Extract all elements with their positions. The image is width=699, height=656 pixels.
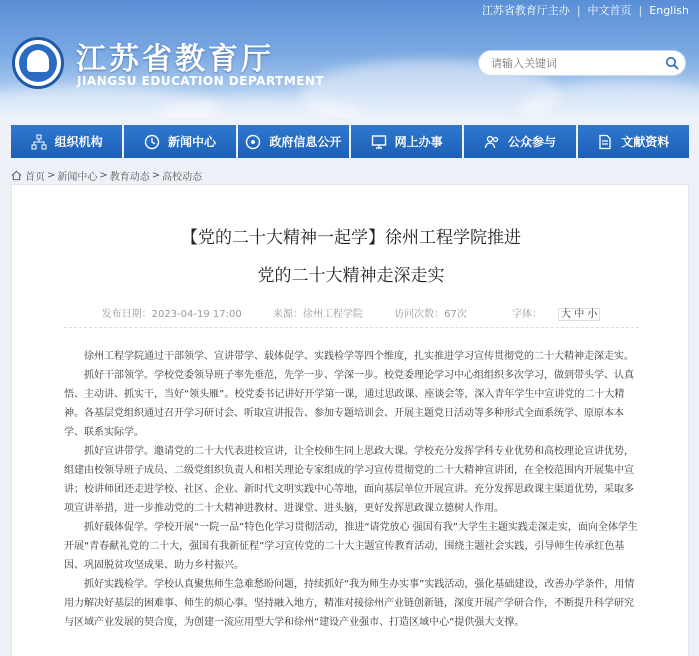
view-count: 访问次数：67次 — [394, 309, 467, 320]
search-box — [478, 50, 686, 76]
search-button[interactable] — [662, 54, 682, 72]
site-logo[interactable] — [12, 37, 64, 89]
site-header — [0, 0, 699, 118]
article-paragraph: 抓好实践检学。学校认真聚焦师生急难愁盼问题，持续抓好“我为师生办实事”实践活动，强化基础建设，改善办学条件，用情用力解决好基层的困难事、师生的烦心事。坚持融入地方，精准对接徐州产业链创新链，深度开展产学研合作，不断提升科学研究与区域产业发展的契合度，为创建一流应用型大学和徐州“建设产业强市、打造区域中心”提供强大支撑。 — [64, 579, 635, 628]
breadcrumb-home[interactable]: 首页 — [25, 172, 45, 183]
nav-online[interactable] — [351, 125, 462, 158]
nav-label: 公众参与 — [507, 135, 556, 149]
breadcrumb-university-news[interactable]: 高校动态 — [162, 172, 203, 183]
site-title: 江苏省教育厅 — [76, 42, 274, 77]
monitor-icon — [371, 134, 387, 150]
org-icon — [31, 134, 47, 150]
nav-news[interactable] — [124, 125, 235, 158]
nav-label: 政府信息公开 — [269, 135, 342, 149]
search-input[interactable] — [491, 57, 651, 70]
publish-date: 发布日期：2023-04-19 17:00 — [101, 309, 242, 320]
organizer-text: 江苏省教育厅主办 — [481, 4, 570, 17]
top-links: 江苏省教育厅主办 | 中文首页 | English — [481, 3, 689, 17]
nav-org[interactable] — [11, 125, 122, 158]
home-icon — [11, 170, 22, 181]
font-size-label: 字体： — [512, 309, 543, 320]
article-paragraph: 抓好载体促学。学校开展“一院一品”特色化学习贯彻活动，推进“请党放心 强国有我”大学生主题实践走深走实，面向全体学生开展“青春献礼党的二十大，强国有我新征程”学习宣传党的二十大主题宣传教育活动，围绕主题社会实践，引导师生传承红色基因、巩固脱贫攻坚成果、助力乡村振兴。 — [64, 522, 638, 571]
nav-info[interactable] — [238, 125, 349, 158]
article-panel — [11, 184, 689, 656]
nav-label: 文献资料 — [621, 135, 670, 149]
info-icon — [245, 134, 261, 150]
nav-label: 组织机构 — [54, 135, 103, 149]
nav-label: 新闻中心 — [167, 135, 216, 149]
article-meta — [12, 305, 690, 320]
nav-label: 网上办事 — [394, 135, 443, 149]
nav-public[interactable] — [464, 125, 575, 158]
document-icon — [597, 134, 613, 150]
article-paragraph: 抓好宣讲带学。邀请党的二十大代表进校宣讲，让全校师生同上思政大课。学校充分发挥学科专业优势和高校理论宣讲优势，组建由校领导班子成员、二级党组织负责人和相关理论专家组成的学习宣传贯彻党的二十大精神宣讲团，在全校范围内开展集中宣讲；校讲师团还走进学校、社区、企业、新时代文明实践中心等地，面向基层单位开展宣讲。充分发挥思政课主渠道优势，采取多项宣讲举措，进一步推动党的二十大精神进教材、进课堂、进头脑，更好发挥思政课立德树人作用。 — [64, 446, 634, 514]
site-subtitle: JIANGSU EDUCATION DEPARTMENT — [77, 74, 325, 88]
search-icon — [665, 56, 679, 70]
main-nav — [11, 125, 689, 158]
nav-docs[interactable] — [578, 125, 689, 158]
emblem-icon — [19, 44, 57, 82]
meta-divider — [64, 327, 639, 328]
news-icon — [144, 134, 160, 150]
english-link[interactable]: English — [649, 3, 689, 17]
breadcrumb: 首页 > 新闻中心 > 教育动态 > 高校动态 — [11, 168, 202, 183]
article-title-line2: 党的二十大精神走深走实 — [257, 266, 445, 286]
breadcrumb-edu-news[interactable]: 教育动态 — [109, 172, 150, 183]
article-paragraph: 抓好干部领学。学校党委领导班子率先垂范，先学一步、学深一步。校党委理论学习中心组组织多次学习，做到带头学、认真悟、主动讲、抓实干，当好“领头雁”。校党委书记讲好开学第一课，通过思政课、座谈会等，深入青年学生中宣讲党的二十大精神。各基层党组织通过召开学习研讨会、听取宣讲报告、参加专题培训会、开展主题党日活动等多种形式全面系统学、原原本本学、联系实际学。 — [64, 370, 634, 438]
article-source: 来源：徐州工程学院 — [272, 309, 363, 320]
breadcrumb-news[interactable]: 新闻中心 — [57, 172, 98, 183]
font-size-switcher[interactable]: 大 中 小 — [558, 308, 600, 321]
article-title-line1: 【党的二十大精神一起学】徐州工程学院推进 — [181, 228, 521, 248]
article-paragraph: 徐州工程学院通过干部领学、宣讲带学、载体促学、实践检学等四个维度，扎实推进学习宣传贯彻党的二十大精神走深走实。 — [84, 351, 634, 362]
article-body — [64, 347, 639, 632]
chinese-home-link[interactable]: 中文首页 — [587, 4, 632, 17]
people-icon — [484, 134, 500, 150]
